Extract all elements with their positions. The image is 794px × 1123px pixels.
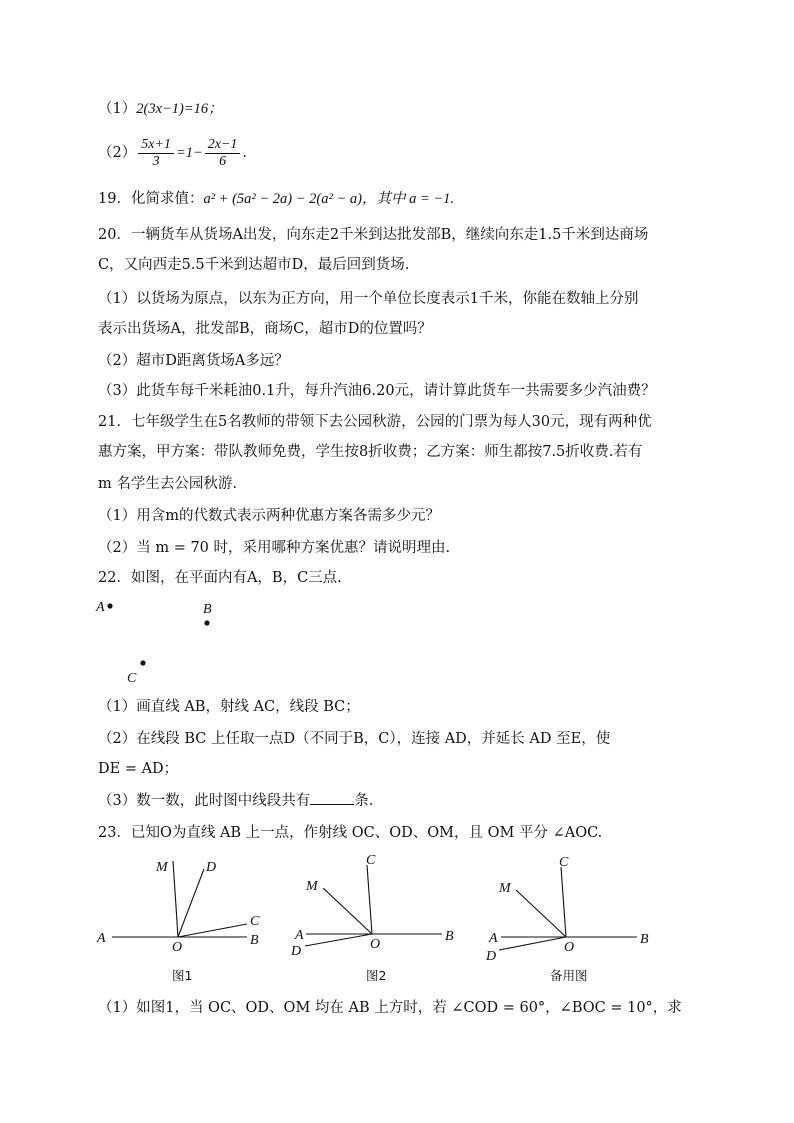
q18-part2-mid: =1− <box>175 145 203 161</box>
fig2-ray-oc <box>367 865 372 934</box>
q18-part2-label: （2） <box>98 145 137 161</box>
fig2-label-b: B <box>445 929 454 944</box>
q22-line1: 22．如图，在平面内有A，B，C三点. <box>98 570 342 586</box>
fig3-label-b: B <box>640 932 649 947</box>
fig3-label-a: A <box>489 931 498 946</box>
fig2-label-c: C <box>366 853 376 868</box>
q20-part3: （3）此货车每千米耗油0.1升，每升汽油6.20元，请计算此货车一共需要多少汽油费？ <box>98 383 656 399</box>
q22-point-c-label: C <box>127 671 137 686</box>
fig3-caption: 备用图 <box>550 968 588 983</box>
q20-line2: C，又向西走5.5千米到达超市D，最后回到货场. <box>98 257 410 273</box>
q22-point-b-label: B <box>203 602 212 617</box>
fig1-ray-od <box>178 869 204 937</box>
fig1-ray-om <box>173 861 178 937</box>
fig3-label-m: M <box>499 881 511 896</box>
q19-tail: ，其中 a = −1. <box>361 191 455 207</box>
fig2-label-d: D <box>291 944 302 959</box>
q23-line1: 23．已知O为直线 AB 上一点，作射线 OC、OD、OM，且 OM 平分 ∠AOC. <box>98 825 603 841</box>
q20-part2: （2）超市D距离货场A多远？ <box>98 353 289 369</box>
q18-frac1-numerator: 5x+1 <box>138 137 174 154</box>
q18-frac2-denominator: 6 <box>219 153 227 169</box>
q18-frac1-denominator: 3 <box>152 153 160 169</box>
q21-line2: 惠方案，甲方案：带队教师免费，学生按8折收费；乙方案：师生都按7.5折收费.若有 <box>98 444 643 460</box>
fig3-label-o: O <box>564 940 575 955</box>
q20-part1-line1: （1）以货场为原点，以东为正方向，用一个单位长度表示1千米，你能在数轴上分别 <box>98 291 639 307</box>
q22-part3-pre: （3）数一数，此时图中线段共有 <box>98 793 311 809</box>
q21-part2: （2）当 m = 70 时，采用哪种方案优惠？请说明理由. <box>98 540 451 556</box>
fig2-label-m: M <box>306 879 318 894</box>
fig1-label-b: B <box>250 933 259 948</box>
q23-figure-3 <box>499 867 637 950</box>
q21-line3: m 名学生去公园秋游. <box>98 476 237 492</box>
q18-part1-expr: 2(3x−1)=16； <box>136 101 223 117</box>
q18-part1-label: （1） <box>98 101 137 117</box>
fig1-label-o: O <box>172 940 183 955</box>
fig2-ray-om <box>323 888 372 934</box>
fig2-label-o: O <box>370 937 381 952</box>
q22-part1: （1）画直线 AB，射线 AC，线段 BC； <box>98 699 360 715</box>
fig1-label-a: A <box>97 931 106 946</box>
q18-part2-end: . <box>242 145 248 161</box>
q20-part1-line2: 表示出货场A，批发部B，商场C，超市D的位置吗？ <box>98 321 432 337</box>
q20-line1: 20．一辆货车从货场A出发，向东走2千米到达批发部B，继续向东走1.5千米到达商场 <box>98 227 649 243</box>
fig1-label-c: C <box>250 914 260 929</box>
fig1-ray-oc <box>178 924 247 937</box>
fig2-ray-od <box>305 934 372 946</box>
q18-frac2-numerator: 2x−1 <box>205 137 241 154</box>
q22-part2-line1: （2）在线段 BC 上任取一点D（不同于B，C），连接 AD，并延长 AD 至E，使 <box>98 731 611 747</box>
q19-expr: a² + (5a² − 2a) − 2(a² − a) <box>203 191 362 207</box>
q21-line1: 21．七年级学生在5名教师的带领下去公园秋游，公园的门票为每人30元，现有两种优 <box>98 414 652 430</box>
q22-part3-post: 条. <box>354 793 374 809</box>
q22-point-a-label: A <box>96 600 105 615</box>
fig3-label-d: D <box>486 949 497 964</box>
fig3-ray-om <box>516 890 566 937</box>
q23-figure-1 <box>112 861 247 937</box>
fig1-label-m: M <box>156 860 168 875</box>
fig3-ray-oc <box>561 867 566 937</box>
q19-text: 19．化简求值： <box>98 191 204 207</box>
fig1-caption: 图1 <box>172 968 193 983</box>
fig3-ray-od <box>499 937 566 950</box>
fig1-label-d: D <box>206 860 217 875</box>
fig2-label-a: A <box>295 928 304 943</box>
q23-part1: （1）如图1，当 OC、OD、OM 均在 AB 上方时，若 ∠COD = 60°，∠BOC = 10°，求 <box>98 1000 682 1016</box>
q23-figure-2 <box>305 865 442 946</box>
q22-part2-line2: DE = AD； <box>98 761 179 777</box>
fig2-caption: 图2 <box>366 968 387 983</box>
fig3-label-c: C <box>559 855 569 870</box>
q21-part1: （1）用含m的代数式表示两种优惠方案各需多少元？ <box>98 508 440 524</box>
